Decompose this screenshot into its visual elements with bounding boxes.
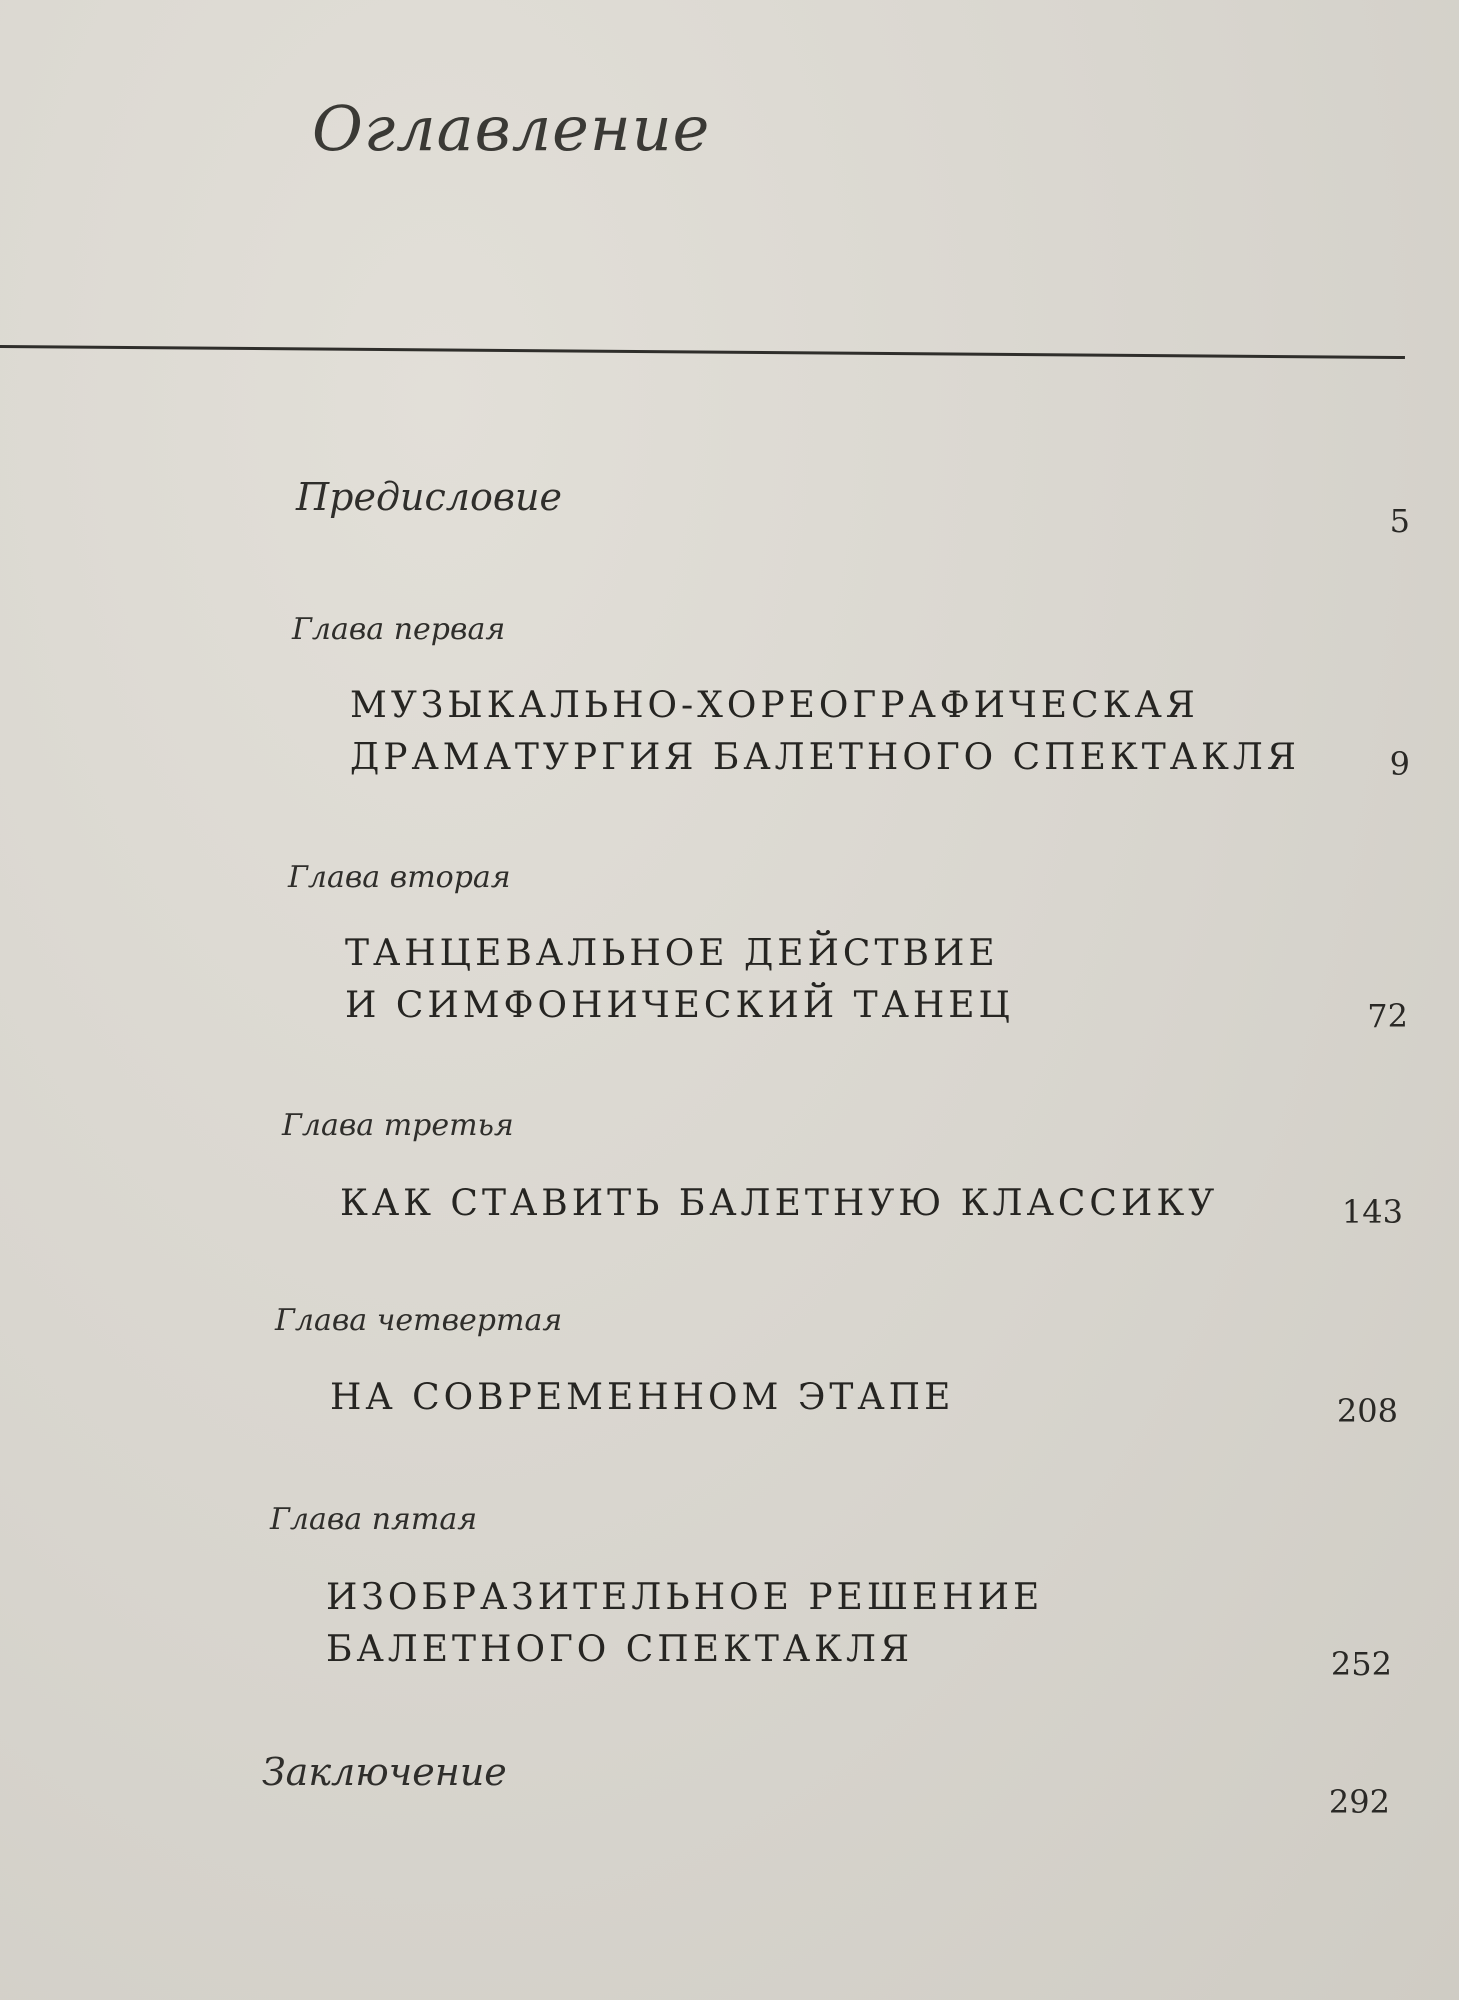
toc-chapter-3-label: Глава третья xyxy=(282,1108,514,1143)
toc-chapter-2-label: Глава вторая xyxy=(288,860,511,895)
toc-chapter-2-title[interactable] xyxy=(345,928,1014,1032)
horizontal-rule xyxy=(0,345,1405,359)
toc-chapter-4-label: Глава четвертая xyxy=(275,1303,563,1338)
toc-chapter-3-title[interactable] xyxy=(340,1178,1218,1230)
toc-chapter-2-title-line2: И СИМФОНИЧЕСКИЙ ТАНЕЦ xyxy=(345,985,1014,1026)
toc-chapter-1-title-line2: ДРАМАТУРГИЯ БАЛЕТНОГО СПЕКТАКЛЯ xyxy=(350,737,1300,778)
toc-chapter-3-page: 143 xyxy=(1341,1193,1403,1231)
toc-chapter-4-title[interactable] xyxy=(330,1372,954,1424)
toc-chapter-2-title-line1: ТАНЦЕВАЛЬНОЕ ДЕЙСТВИЕ xyxy=(345,933,999,974)
toc-chapter-5-title[interactable] xyxy=(326,1572,1043,1676)
toc-chapter-5-label: Глава пятая xyxy=(270,1502,478,1537)
toc-chapter-4-title-line1: НА СОВРЕМЕННОМ ЭТАПЕ xyxy=(330,1377,955,1418)
toc-entry-preface-title[interactable]: Предисловие xyxy=(296,475,562,519)
toc-chapter-2-page: 72 xyxy=(1367,997,1408,1035)
page-title: Оглавление xyxy=(312,92,711,165)
toc-chapter-1-title[interactable] xyxy=(350,680,1300,784)
toc-chapter-5-title-line1: ИЗОБРАЗИТЕЛЬНОЕ РЕШЕНИЕ xyxy=(326,1577,1044,1618)
toc-chapter-4-page: 208 xyxy=(1336,1392,1398,1430)
toc-chapter-1-page: 9 xyxy=(1389,745,1410,783)
toc-chapter-1-label: Глава первая xyxy=(292,612,506,647)
toc-entry-preface-page: 5 xyxy=(1389,502,1410,540)
toc-chapter-1-title-line1: МУЗЫКАЛЬНО-ХОРЕОГРАФИЧЕСКАЯ xyxy=(350,685,1199,726)
toc-chapter-5-title-line2: БАЛЕТНОГО СПЕКТАКЛЯ xyxy=(326,1629,914,1670)
toc-entry-conclusion-title[interactable]: Заключение xyxy=(262,1750,507,1794)
toc-chapter-3-title-line1: КАК СТАВИТЬ БАЛЕТНУЮ КЛАССИКУ xyxy=(340,1183,1219,1224)
toc-chapter-5-page: 252 xyxy=(1330,1645,1392,1683)
toc-entry-conclusion-page: 292 xyxy=(1328,1783,1390,1821)
